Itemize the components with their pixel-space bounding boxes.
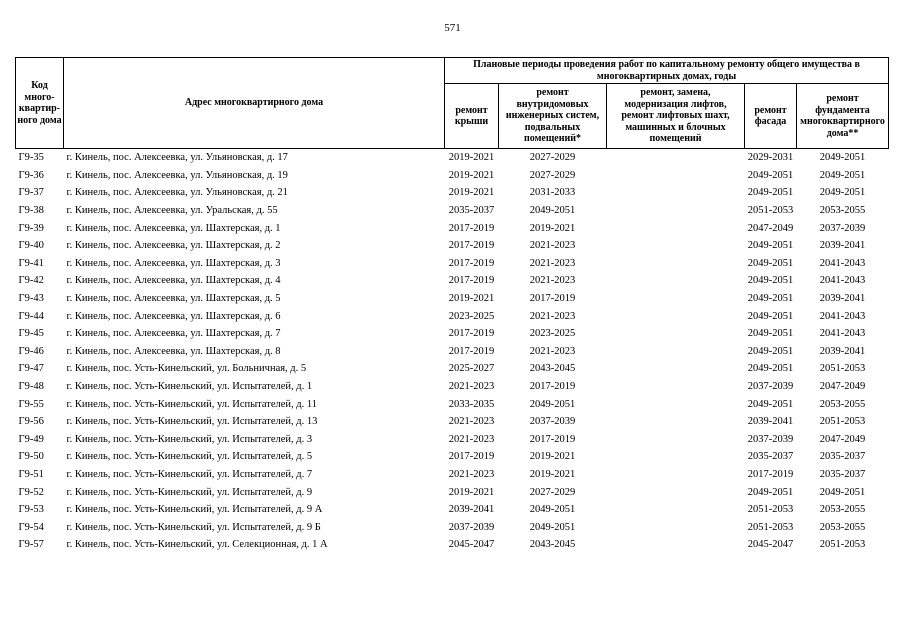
row-foundation: 2049-2051: [819, 187, 866, 199]
row-roof: 2017-2019: [448, 451, 495, 463]
table-row: [16, 272, 889, 290]
row-roof: 2017-2019: [448, 257, 495, 269]
row-systems: 2017-2019: [529, 293, 576, 305]
row-foundation: 2037-2039: [819, 222, 866, 234]
row-facade: 2039-2041: [747, 416, 794, 428]
row-facade: 2037-2039: [747, 381, 794, 393]
row-elevators: [607, 167, 745, 185]
table-row: [16, 466, 889, 484]
row-elevators: [607, 325, 745, 343]
row-facade: 2049-2051: [747, 310, 794, 322]
row-code: Г9-36: [18, 169, 44, 181]
row-code: Г9-37: [18, 187, 44, 199]
row-elevators: [607, 219, 745, 237]
row-foundation: 2041-2043: [819, 257, 866, 269]
row-roof: 2017-2019: [448, 222, 495, 234]
row-foundation: 2039-2041: [819, 345, 866, 357]
row-facade: 2035-2037: [747, 451, 794, 463]
row-code: Г9-57: [18, 539, 44, 551]
row-foundation: 2035-2037: [819, 451, 866, 463]
row-systems: 2017-2019: [529, 433, 576, 445]
row-address: г. Кинель, пос. Алексеевка, ул. Ульяновская, д. 19: [66, 169, 288, 181]
row-facade: 2049-2051: [747, 293, 794, 305]
row-address: г. Кинель, пос. Усть-Кинельский, ул. Испытателей, д. 7: [66, 468, 313, 480]
header-code: Код много-квартир-ного дома: [16, 58, 64, 149]
header-periods: Плановые периоды проведения работ по капитальному ремонту общего имущества в многоквартирных домах, годы: [445, 58, 889, 84]
row-code: Г9-46: [18, 345, 44, 357]
table-row: [16, 448, 889, 466]
row-address: г. Кинель, пос. Усть-Кинельский, ул. Испытателей, д. 1: [66, 381, 313, 393]
row-foundation: 2051-2053: [819, 363, 866, 375]
row-foundation: 2039-2041: [819, 293, 866, 305]
row-facade: 2051-2053: [747, 205, 794, 217]
row-address: г. Кинель, пос. Алексеевка, ул. Шахтерская, д. 4: [66, 275, 281, 287]
row-code: Г9-45: [18, 328, 44, 340]
row-elevators: [607, 536, 745, 554]
table-row: [16, 255, 889, 273]
row-code: Г9-51: [18, 468, 44, 480]
row-roof: 2021-2023: [448, 381, 495, 393]
row-systems: 2027-2029: [499, 149, 607, 167]
table-row: [16, 307, 889, 325]
row-elevators: [607, 343, 745, 361]
row-systems: 2021-2023: [529, 240, 576, 252]
row-systems: 2031-2033: [529, 187, 576, 199]
row-systems: 2043-2045: [529, 363, 576, 375]
row-systems: 2019-2021: [529, 451, 576, 463]
row-code: Г9-42: [18, 275, 44, 287]
row-roof: 2017-2019: [448, 240, 495, 252]
row-facade: 2049-2051: [747, 240, 794, 252]
row-roof: 2021-2023: [448, 433, 495, 445]
row-systems: 2023-2025: [529, 328, 576, 340]
header-facade: ремонт фасада: [745, 84, 797, 149]
row-code: Г9-47: [18, 363, 44, 375]
row-code: Г9-49: [18, 433, 44, 445]
row-address: г. Кинель, пос. Алексеевка, ул. Шахтерская, д. 5: [66, 293, 281, 305]
row-address: г. Кинель, пос. Алексеевка, ул. Шахтерская, д. 2: [66, 240, 281, 252]
row-systems: 2027-2029: [529, 486, 576, 498]
row-elevators: [607, 413, 745, 431]
row-foundation: 2053-2055: [819, 205, 866, 217]
row-facade: 2047-2049: [747, 222, 794, 234]
row-code: Г9-52: [18, 486, 44, 498]
row-systems: 2043-2045: [529, 539, 576, 551]
row-address: г. Кинель, пос. Алексеевка, ул. Ульяновская, д. 21: [66, 187, 288, 199]
table-row: [16, 343, 889, 361]
table-row: [16, 184, 889, 202]
row-foundation: 2039-2041: [819, 240, 866, 252]
row-elevators: [607, 237, 745, 255]
row-foundation: 2041-2043: [819, 275, 866, 287]
row-facade: 2049-2051: [747, 257, 794, 269]
row-elevators: [607, 518, 745, 536]
row-foundation: 2051-2053: [819, 416, 866, 428]
row-code: Г9-53: [18, 504, 44, 516]
table-row: [16, 325, 889, 343]
row-systems: 2021-2023: [529, 275, 576, 287]
table-body: [16, 149, 889, 554]
row-systems: 2049-2051: [529, 398, 576, 410]
row-elevators: [607, 184, 745, 202]
row-roof: 2017-2019: [448, 345, 495, 357]
row-facade: 2045-2047: [747, 539, 794, 551]
row-address: г. Кинель, пос. Алексеевка, ул. Уральская, д. 55: [66, 205, 278, 217]
row-code: Г9-54: [18, 521, 44, 533]
row-code: Г9-56: [18, 416, 44, 428]
row-facade: 2049-2051: [747, 275, 794, 287]
row-foundation: 2049-2051: [797, 149, 889, 167]
row-facade: 2049-2051: [747, 486, 794, 498]
row-roof: 2017-2019: [448, 275, 495, 287]
row-roof: 2019-2021: [445, 149, 499, 167]
row-address: г. Кинель, пос. Алексеевка, ул. Шахтерская, д. 3: [66, 257, 281, 269]
row-foundation: 2047-2049: [819, 433, 866, 445]
table-row: [16, 431, 889, 449]
row-elevators: [607, 448, 745, 466]
row-systems: 2037-2039: [529, 416, 576, 428]
row-elevators: [607, 360, 745, 378]
row-facade: 2049-2051: [747, 187, 794, 199]
row-address: г. Кинель, пос. Алексеевка, ул. Шахтерская, д. 1: [66, 222, 281, 234]
header-elevators: ремонт, замена, модернизация лифтов, ремонт лифтовых шахт, машинных и блочных помещений: [607, 84, 745, 149]
row-roof: 2021-2023: [448, 468, 495, 480]
row-systems: 2021-2023: [529, 345, 576, 357]
row-roof: 2021-2023: [448, 416, 495, 428]
row-roof: 2039-2041: [448, 504, 495, 516]
row-roof: 2025-2027: [448, 363, 495, 375]
row-facade: 2037-2039: [747, 433, 794, 445]
row-elevators: [607, 466, 745, 484]
row-elevators: [607, 272, 745, 290]
table-row: [16, 219, 889, 237]
row-foundation: 2049-2051: [819, 486, 866, 498]
row-elevators: [607, 307, 745, 325]
row-systems: 2021-2023: [529, 257, 576, 269]
row-code: Г9-38: [18, 205, 44, 217]
header-address: Адрес многоквартирного дома: [64, 58, 445, 149]
header-roof: ремонт крыши: [445, 84, 499, 149]
row-address: г. Кинель, пос. Усть-Кинельский, ул. Испытателей, д. 9 Б: [66, 521, 321, 533]
row-roof: 2045-2047: [448, 539, 495, 551]
row-elevators: [607, 255, 745, 273]
row-facade: 2051-2053: [747, 521, 794, 533]
row-address: г. Кинель, пос. Усть-Кинельский, ул. Больничная, д. 5: [66, 363, 307, 375]
table-row: [16, 167, 889, 185]
header-foundation: ремонт фундамента многоквартирного дома**: [797, 84, 889, 149]
row-code: Г9-48: [18, 381, 44, 393]
row-code: Г9-43: [18, 293, 44, 305]
row-elevators: [607, 202, 745, 220]
row-elevators: [607, 501, 745, 519]
row-code: Г9-55: [18, 398, 44, 410]
table-row: [16, 378, 889, 396]
row-elevators: [607, 483, 745, 501]
row-foundation: 2049-2051: [819, 169, 866, 181]
row-facade: 2017-2019: [747, 468, 794, 480]
row-facade: 2049-2051: [747, 169, 794, 181]
row-address: г. Кинель, пос. Усть-Кинельский, ул. Испытателей, д. 3: [66, 433, 313, 445]
table-row: [16, 483, 889, 501]
row-roof: 2019-2021: [448, 169, 495, 181]
repair-schedule-table: [15, 57, 889, 554]
row-code: Г9-41: [18, 257, 44, 269]
row-address: г. Кинель, пос. Усть-Кинельский, ул. Испытателей, д. 13: [66, 416, 318, 428]
row-systems: 2019-2021: [529, 468, 576, 480]
row-roof: 2019-2021: [448, 187, 495, 199]
table-row: [16, 536, 889, 554]
row-address: г. Кинель, пос. Алексеевка, ул. Шахтерская, д. 7: [66, 328, 281, 340]
table-row: [16, 149, 889, 167]
row-roof: 2033-2035: [448, 398, 495, 410]
row-systems: 2049-2051: [529, 504, 576, 516]
row-foundation: 2035-2037: [819, 468, 866, 480]
row-elevators: [607, 431, 745, 449]
row-systems: 2021-2023: [529, 310, 576, 322]
row-facade: 2049-2051: [747, 328, 794, 340]
row-elevators: [607, 395, 745, 413]
table-row: [16, 518, 889, 536]
row-foundation: 2041-2043: [819, 310, 866, 322]
table-row: [16, 202, 889, 220]
row-facade: 2051-2053: [747, 504, 794, 516]
row-roof: 2035-2037: [448, 205, 495, 217]
row-roof: 2023-2025: [448, 310, 495, 322]
row-facade: 2049-2051: [747, 363, 794, 375]
row-systems: 2017-2019: [529, 381, 576, 393]
row-code: Г9-44: [18, 310, 44, 322]
table-row: [16, 237, 889, 255]
row-address: г. Кинель, пос. Усть-Кинельский, ул. Испытателей, д. 11: [66, 398, 318, 410]
row-code: Г9-50: [18, 451, 44, 463]
row-roof: 2019-2021: [448, 486, 495, 498]
row-address: г. Кинель, пос. Алексеевка, ул. Шахтерская, д. 6: [66, 310, 281, 322]
row-systems: 2027-2029: [529, 169, 576, 181]
table-row: [16, 290, 889, 308]
table-row: [16, 360, 889, 378]
row-address: г. Кинель, пос. Алексеевка, ул. Ульяновская, д. 17: [64, 149, 445, 167]
row-facade: 2049-2051: [747, 345, 794, 357]
table-row: [16, 413, 889, 431]
row-code: Г9-35: [16, 149, 64, 167]
row-foundation: 2053-2055: [819, 398, 866, 410]
page-number: 571: [444, 22, 461, 34]
row-foundation: 2053-2055: [819, 521, 866, 533]
row-address: г. Кинель, пос. Усть-Кинельский, ул. Испытателей, д. 5: [66, 451, 313, 463]
row-address: г. Кинель, пос. Усть-Кинельский, ул. Селекционная, д. 1 А: [66, 539, 328, 551]
row-code: Г9-40: [18, 240, 44, 252]
header-systems: ремонт внутридомовых инженерных систем, подвальных помещений*: [499, 84, 607, 149]
row-code: Г9-39: [18, 222, 44, 234]
row-systems: 2019-2021: [529, 222, 576, 234]
row-address: г. Кинель, пос. Усть-Кинельский, ул. Испытателей, д. 9 А: [66, 504, 323, 516]
row-foundation: 2053-2055: [819, 504, 866, 516]
row-facade: 2029-2031: [745, 149, 797, 167]
row-systems: 2049-2051: [529, 205, 576, 217]
row-address: г. Кинель, пос. Алексеевка, ул. Шахтерская, д. 8: [66, 345, 281, 357]
row-roof: 2019-2021: [448, 293, 495, 305]
row-facade: 2049-2051: [747, 398, 794, 410]
row-elevators: [607, 378, 745, 396]
table-row: [16, 395, 889, 413]
table-row: [16, 501, 889, 519]
row-roof: 2017-2019: [448, 328, 495, 340]
row-foundation: 2047-2049: [819, 381, 866, 393]
row-foundation: 2051-2053: [819, 539, 866, 551]
row-elevators: [607, 149, 745, 167]
row-systems: 2049-2051: [529, 521, 576, 533]
row-elevators: [607, 290, 745, 308]
row-foundation: 2041-2043: [819, 328, 866, 340]
row-address: г. Кинель, пос. Усть-Кинельский, ул. Испытателей, д. 9: [66, 486, 313, 498]
row-roof: 2037-2039: [448, 521, 495, 533]
